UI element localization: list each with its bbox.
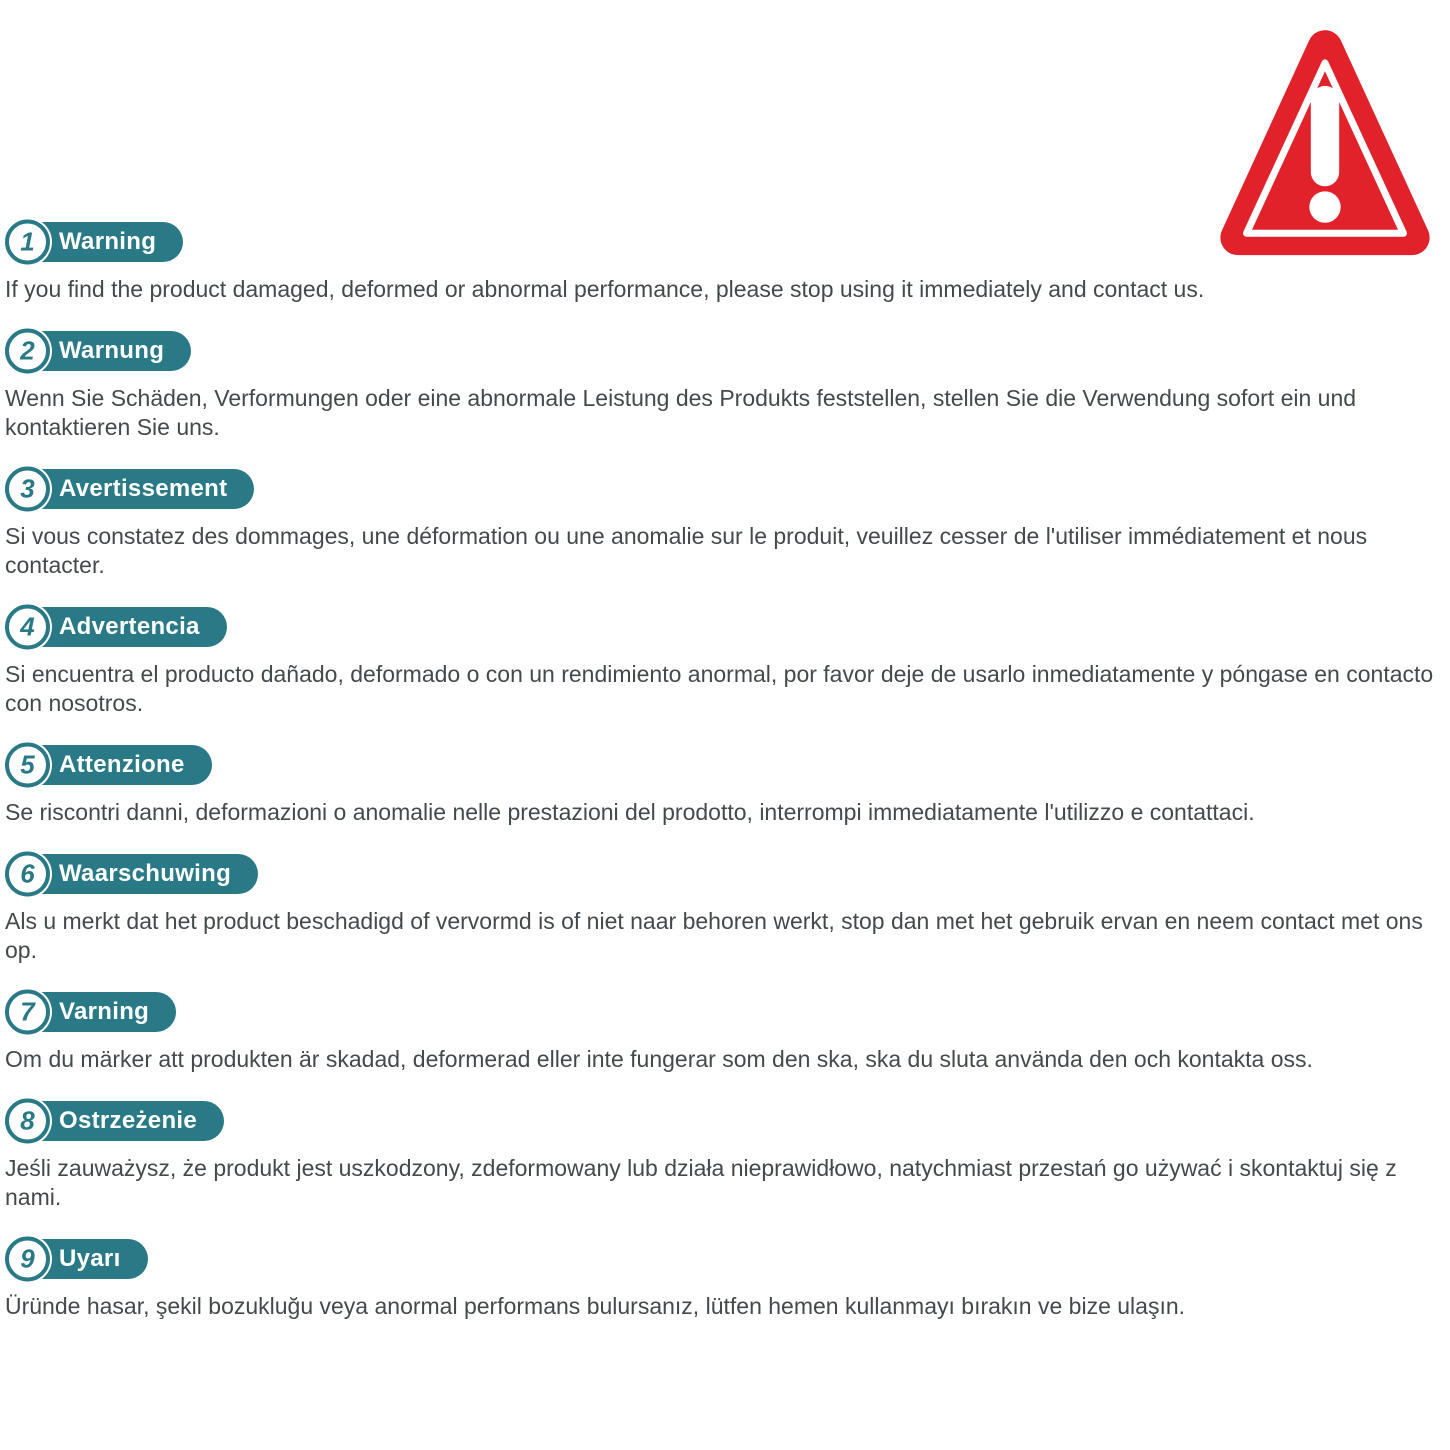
section-header-pill bbox=[7, 1239, 148, 1279]
section-header-pill bbox=[7, 331, 191, 371]
section-body-text: Se riscontri danni, deformazioni o anomalie nelle prestazioni del prodotto, interrompi immediatamente l'utilizzo e contattaci. bbox=[5, 799, 1255, 825]
section-number-badge: 6 bbox=[5, 852, 50, 897]
section-body-text: Wenn Sie Schäden, Verformungen oder eine abnormale Leistung des Produkts feststellen, stellen Sie die Verwendung sofort ein und kontaktieren Sie uns. bbox=[5, 385, 1357, 440]
warning-section bbox=[5, 745, 1436, 827]
section-body-text: Jeśli zauważysz, że produkt jest uszkodzony, zdeformowany lub działa nieprawidłowo, natychmiast przestań go używać i skontaktuj się z nami. bbox=[5, 1155, 1397, 1210]
section-header-pill bbox=[7, 1101, 224, 1141]
section-number-badge: 8 bbox=[5, 1099, 50, 1144]
section-title: Warning bbox=[59, 228, 157, 255]
warning-section bbox=[5, 331, 1436, 442]
section-title: Attenzione bbox=[59, 751, 185, 778]
section-title: Varning bbox=[59, 998, 150, 1025]
section-number-badge: 4 bbox=[5, 605, 50, 650]
section-body-text: Üründe hasar, şekil bozukluğu veya anormal performans bulursanız, lütfen hemen kullanmayı bırakın ve bize ulaşın. bbox=[5, 1293, 1186, 1319]
section-header-pill bbox=[7, 222, 183, 262]
section-number-badge: 3 bbox=[5, 467, 50, 512]
warning-section bbox=[5, 469, 1436, 580]
section-title: Uyarı bbox=[59, 1245, 121, 1272]
section-body-text: Si vous constatez des dommages, une déformation ou une anomalie sur le produit, veuillez cesser de l'utiliser immédiatement et nous contacter. bbox=[5, 523, 1368, 578]
section-number-badge: 9 bbox=[5, 1237, 50, 1282]
section-number-badge: 2 bbox=[5, 329, 50, 374]
section-number-badge: 5 bbox=[5, 743, 50, 788]
section-header-pill bbox=[7, 745, 212, 785]
warning-triangle-icon bbox=[1216, 28, 1434, 266]
warning-section bbox=[5, 607, 1436, 718]
section-title: Ostrzeżenie bbox=[59, 1107, 198, 1134]
section-title: Advertencia bbox=[59, 613, 200, 640]
section-number-badge: 7 bbox=[5, 990, 50, 1035]
warning-section bbox=[5, 1101, 1436, 1212]
section-title: Warnung bbox=[59, 337, 165, 364]
section-title: Waarschuwing bbox=[59, 860, 232, 887]
section-header-pill bbox=[7, 992, 176, 1032]
warning-section bbox=[5, 1239, 1436, 1321]
section-header-pill bbox=[7, 469, 254, 509]
section-number-badge: 1 bbox=[5, 220, 50, 265]
section-body-text: Als u merkt dat het product beschadigd of vervormd is of niet naar behoren werkt, stop dan met het gebruik ervan en neem contact met ons op. bbox=[5, 908, 1423, 963]
warning-section bbox=[5, 854, 1436, 965]
section-header-pill bbox=[7, 854, 258, 894]
section-header-pill bbox=[7, 607, 227, 647]
section-body-text: Si encuentra el producto dañado, deformado o con un rendimiento anormal, por favor deje de usarlo inmediatamente y póngase en contacto con nosotros. bbox=[5, 661, 1434, 716]
section-body-text: If you find the product damaged, deformed or abnormal performance, please stop using it immediately and contact us. bbox=[5, 276, 1205, 302]
section-body-text: Om du märker att produkten är skadad, deformerad eller inte fungerar som den ska, ska du sluta använda den och kontakta oss. bbox=[5, 1046, 1313, 1072]
section-title: Avertissement bbox=[59, 475, 228, 502]
warning-section bbox=[5, 992, 1436, 1074]
